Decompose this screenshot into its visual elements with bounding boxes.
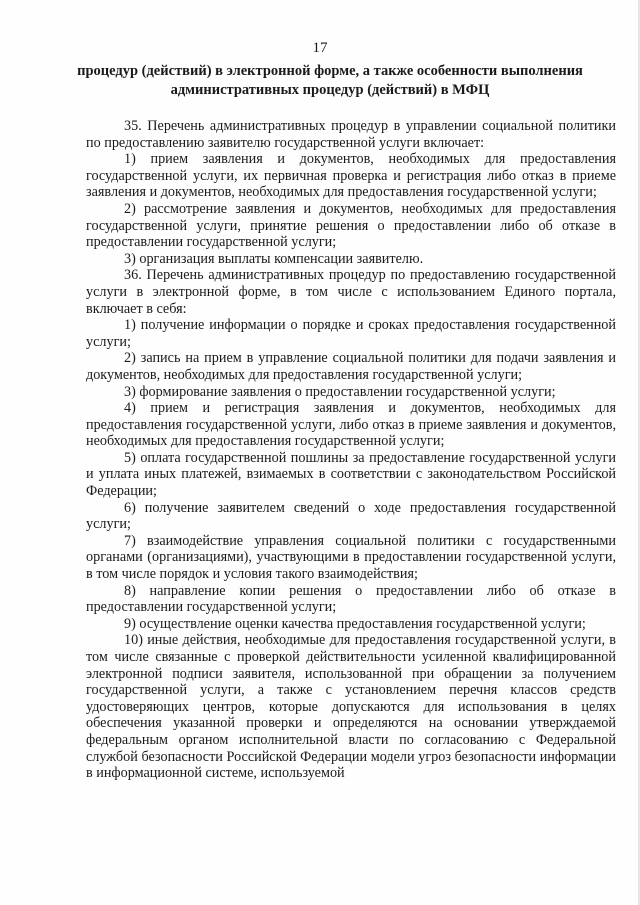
paragraph-35-item-2: 2) рассмотрение заявления и документов, необходимых для предоставления государственной услуги, принятие решения о предоставлении либо об отказе в предоставлении государственной услуги; bbox=[86, 200, 616, 251]
paragraph-36-intro: 36. Перечень административных процедур по предоставлению государственной услуги в электронной форме, в том числе с использованием Единого портала, включает в себя: bbox=[86, 267, 616, 317]
paragraph-35-item-3: 3) организация выплаты компенсации заявителю. bbox=[124, 250, 424, 267]
paragraph-35-intro: 35. Перечень административных процедур в управлении социальной политики по предоставлению заявителю государственной услуги включает: bbox=[86, 118, 616, 151]
paragraph-36-item-6: 6) получение заявителем сведений о ходе предоставления государственной услуги; bbox=[86, 499, 616, 533]
paragraph-36-item-1: 1) получение информации о порядке и сроках предоставления государственной услуги; bbox=[86, 317, 616, 350]
page-number: 17 bbox=[312, 40, 328, 56]
paragraph-36-item-5: 5) оплата государственной пошлины за предоставление государственной услуги и уплата иных платежей, взимаемых в соответствии с законодательством Российской Федерации; bbox=[86, 449, 616, 500]
paragraph-36-item-4: 4) прием и регистрация заявления и документов, необходимых для предоставления государственной услуги, либо отказ в приеме заявления и документов, необходимых для предоставления государственной услуги; bbox=[86, 400, 616, 450]
paragraph-35-item-1: 1) прием заявления и документов, необходимых для предоставления государственной услуги, их первичная проверка и регистрация либо отказ в приеме заявления и документов, необходимых для предоставления государственной услуги; bbox=[86, 151, 616, 201]
paragraph-36-item-10: 10) иные действия, необходимые для предоставления государственной услуги, в том числе связанные с проверкой действительности усиленной квалифицированной электронной подписи заявителя, использованной при обращении за получением государственной услуги, а также с установлением перечня классов средств удостоверяющих центров, которые допускаются для использования в целях обеспечения указанной проверки и определяются на основании утверждаемой федеральным органом исполнительной власти по согласованию с Федеральной службой безопасности Российской Федерации модели угроз безопасности информации в информационной системе, используемой bbox=[86, 632, 616, 782]
document-body bbox=[86, 118, 616, 782]
paragraph-36-item-3: 3) формирование заявления о предоставлении государственной услуги; bbox=[124, 383, 556, 400]
paragraph-36-item-2: 2) запись на прием в управление социальной политики для подачи заявления и документов, необходимых для предоставления государственной услуги; bbox=[86, 350, 616, 383]
paragraph-36-item-9: 9) осуществление оценки качества предоставления государственной услуги; bbox=[124, 615, 586, 632]
paragraph-36-item-7: 7) взаимодействие управления социальной политики с государственными органами (организациями), участвующими в предоставлении государственной услуги, в том числе порядок и условия такого взаимодействия; bbox=[86, 532, 616, 583]
section-title: процедур (действий) в электронной форме, а также особенности выполнения административных процедур (действий) в МФЦ bbox=[77, 63, 583, 98]
paragraph-36-item-8: 8) направление копии решения о предоставлении либо об отказе в предоставлении государственной услуги; bbox=[86, 582, 616, 616]
